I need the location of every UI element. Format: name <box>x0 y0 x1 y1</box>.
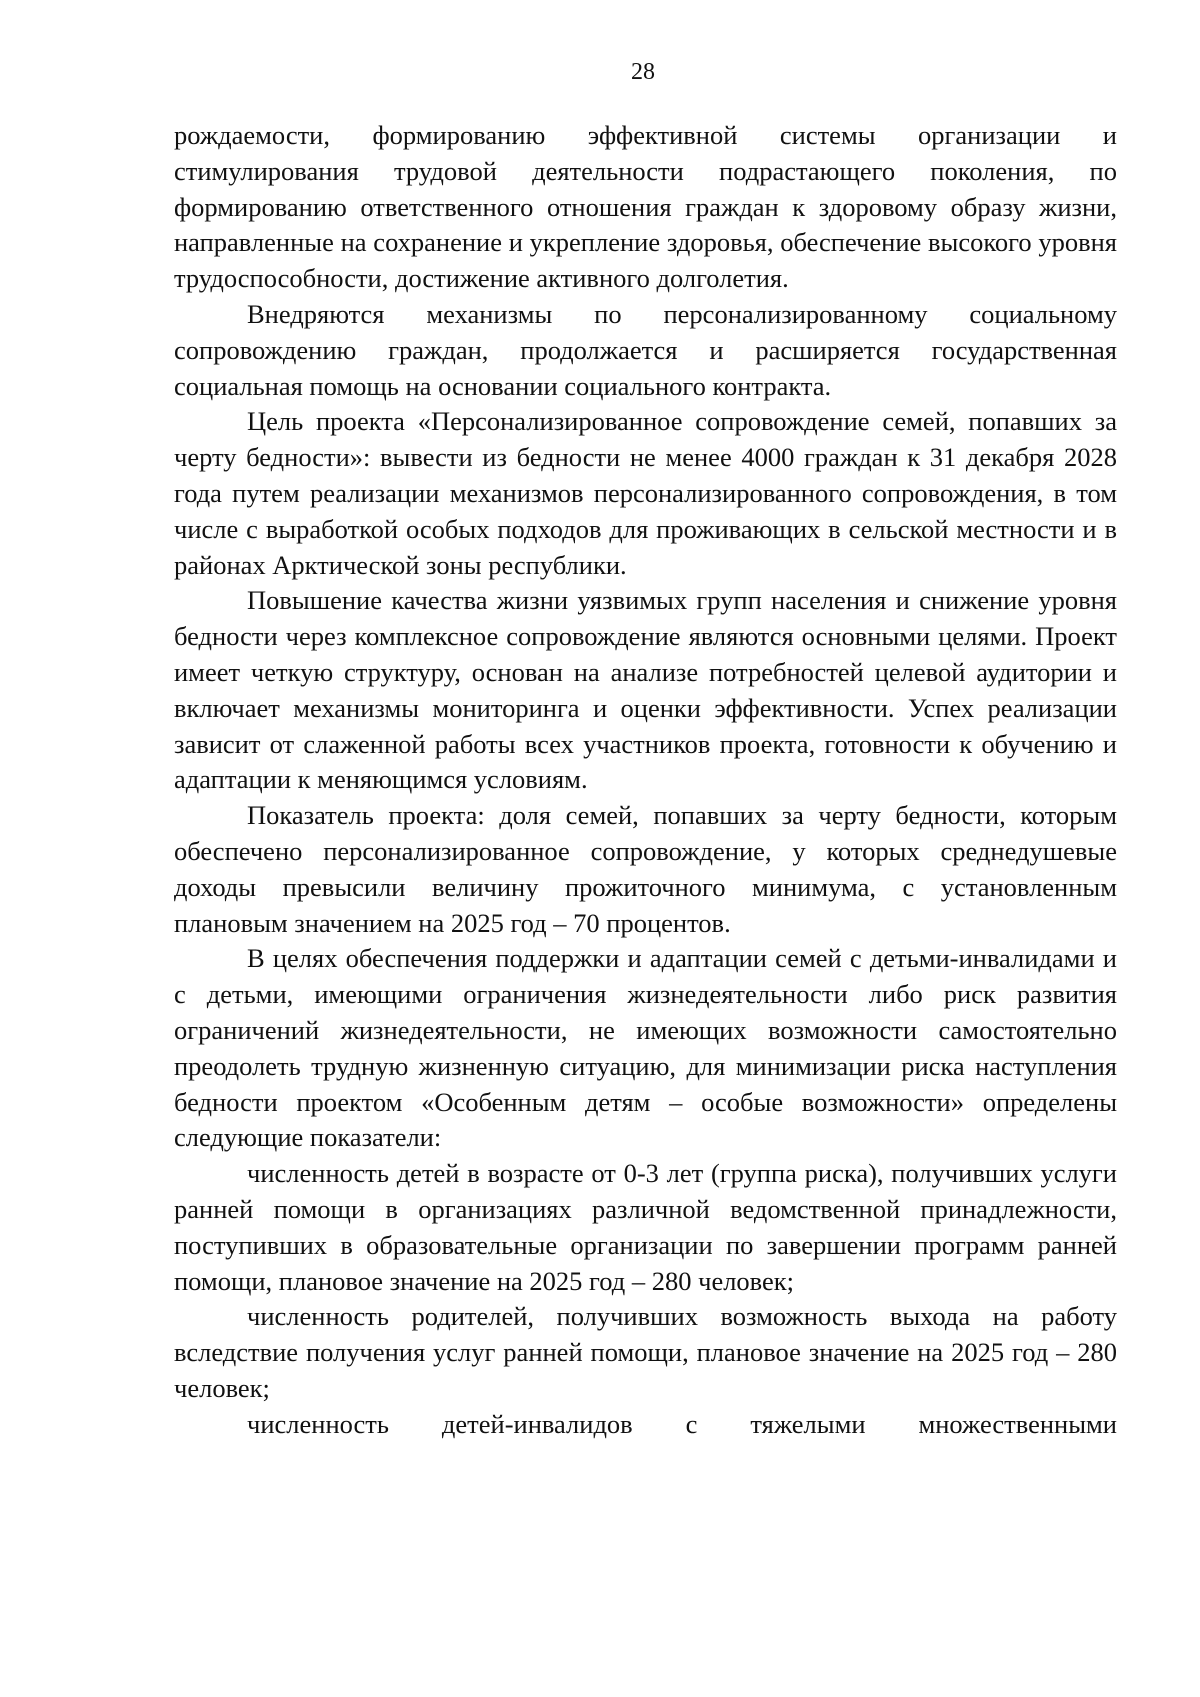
paragraph-project-indicator: Показатель проекта: доля семей, попавших за черту бедности, которым обеспечено персонализированное сопровождение, у которых среднедушевые доходы превысили величину прожиточного минимума, с установленным плановым значением на 2025 год – 70 процентов. <box>174 800 1117 938</box>
paragraph-quality-of-life: Повышение качества жизни уязвимых групп населения и снижение уровня бедности через комплексное сопровождение являются основными целями. Проект имеет четкую структуру, основан на анализе потребностей целевой аудитории и включает механизмы мониторинга и оценки эффективности. Успех реализации зависит от слаженной работы всех участников проекта, готовности к обучению и адаптации к меняющимся условиям. <box>174 585 1117 795</box>
paragraph-project-goal: Цель проекта «Персонализированное сопровождение семей, попавших за черту бедности»: вывести из бедности не менее 4000 граждан к 31 декабря 2028 года путем реализации механизмов персонализированного сопровождения, в том числе с выработкой особых подходов для проживающих в сельской местности и в районах Арктической зоны республики. <box>174 406 1117 580</box>
paragraph-special-children: В целях обеспечения поддержки и адаптации семей с детьми-инвалидами и с детьми, имеющими ограничения жизнедеятельности либо риск развития ограничений жизнедеятельности, не имеющих возможности самостоятельно преодолеть трудную жизненную ситуацию, для минимизации риска наступления бедности проектом «Особенным детям – особые возможности» определены следующие показатели: <box>174 943 1117 1153</box>
paragraph-indicator-disabled-children: численность детей-инвалидов с тяжелыми множественными <box>247 1408 1117 1439</box>
page-number: 28 <box>631 59 655 85</box>
paragraph-indicator-parents: численность родителей, получивших возможность выхода на работу вследствие получения услуг ранней помощи, плановое значение на 2025 год – 280 человек; <box>174 1301 1117 1403</box>
paragraph-mechanisms: Внедряются механизмы по персонализированному социальному сопровождению граждан, продолжается и расширяется государственная социальная помощь на основании социального контракта. <box>174 298 1117 401</box>
paragraph-continuation: рождаемости, формированию эффективной системы организации и стимулирования трудовой деятельности подрастающего поколения, по формированию ответственного отношения граждан к здоровому образу жизни, направленные на сохранение и укрепление здоровья, обеспечение высокого уровня трудоспособности, достижение активного долголетия. <box>174 120 1117 294</box>
paragraph-indicator-children: численность детей в возрасте от 0-3 лет (группа риска), получивших услуги ранней помощи в организациях различной ведомственной принадлежности, поступивших в образовательные организации по завершении программ ранней помощи, плановое значение на 2025 год – 280 человек; <box>174 1158 1117 1296</box>
document-body <box>174 118 1117 1442</box>
